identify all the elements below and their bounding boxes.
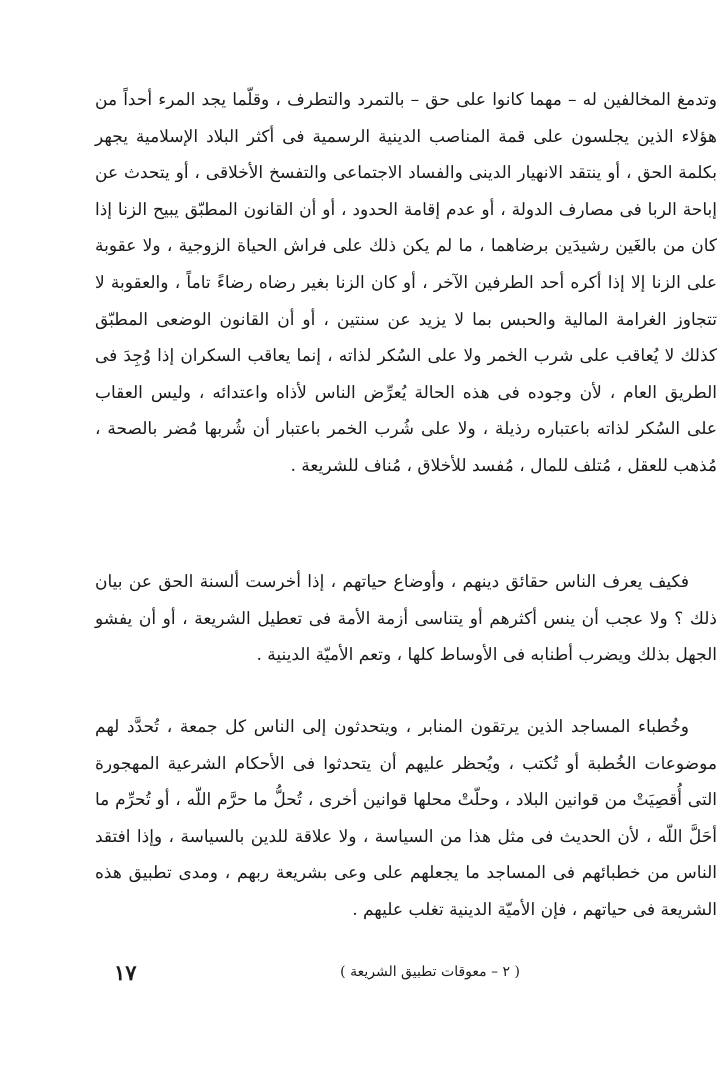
paragraph-3: وخُطباء المساجد الذين يرتقون المنابر ، ويتحدثون إلى الناس كل جمعة ، تُحدَّد لهم موضوعات الخُطبة أو تُكتب ، ويُحظر عليهم أن يتحدثوا فى الأحكام الشرعية المهجورة التى أُقصِيَتْ من قوانين البلاد ، وحلّتْ محلها قوانين أخرى ، تُحلُّ ما حرَّم اللّه ، أو تُحرِّم ما أحَلَّ اللّه ، لأن الحديث فى مثل هذا من السياسة ، ولا علاقة للدين بالسياسة ، وإذا افتقد الناس من خطبائهم فى المساجد ما يجعلهم على وعى بشريعة ربهم ، ومدى تطبيق هذه الشريعة فى حياتهم ، فإن الأميّة الدينية تغلب عليهم .	[95, 717, 717, 920]
paragraph-1: وتدمغ المخالفين له – مهما كانوا على حق – بالتمرد والتطرف ، وقلّما يجد المرء أحداً من هؤلاء الذين يجلسون على قمة المناصب الدينية الرسمية فى أكثر البلاد الإسلامية يجهر بكلمة الحق ، أو ينتقد الانهيار الدينى والفساد الاجتماعى والتفسخ الأخلاقى ، أو يتحدث عن إباحة الربا فى مصارف الدولة ، أو عدم إقامة الحدود ، أو أن القانون المطبّق يبيح الزنا إذا كان من بالغَين رشيدَين برضاهما ، ما لم يكن ذلك على فراش الحياة الزوجية ، ولا عقوبة على الزنا إلا إذا أكره أحد الطرفين الآخر ، أو كان الزنا بغير رضاه رضاءً تاماً ، والعقوبة لا تتجاوز الغرامة المالية والحبس بما لا يزيد عن سنتين ، أو أن القانون الوضعى المطبّق كذلك لا يُعاقب على شرب الخمر ولا على السُكر لذاته ، إنما يعاقب السكران إذا وُجِدَ فى الطريق العام ، لأن وجوده فى هذه الحالة يُعرِّض الناس لأذاه واعتدائه ، وليس العقاب على السُكر لذاته باعتباره رذيلة ، ولا على شُرب الخمر باعتبار أن شُربها مُضر بالصحة ، مُذهب للعقل ، مُتلف للمال ، مُفسد للأخلاق ، مُناف للشريعة .	[95, 90, 717, 476]
page-footer	[100, 960, 520, 990]
running-title: ( ٢ – معوقات تطبيق الشريعة )	[340, 964, 520, 980]
paragraph-2: فكيف يعرف الناس حقائق دينهم ، وأوضاع حياتهم ، إذا أخرست ألسنة الحق عن بيان ذلك ؟ ولا عجب أن ينس أكثرهم أو يتناسى أزمة الأمة فى تعطيل الشريعة ، أو أن يفشو الجهل بذلك ويضرب أطنابه فى الأوساط كلها ، وتعم الأميّة الدينية .	[95, 572, 717, 666]
page-number: ١٧	[114, 960, 137, 985]
